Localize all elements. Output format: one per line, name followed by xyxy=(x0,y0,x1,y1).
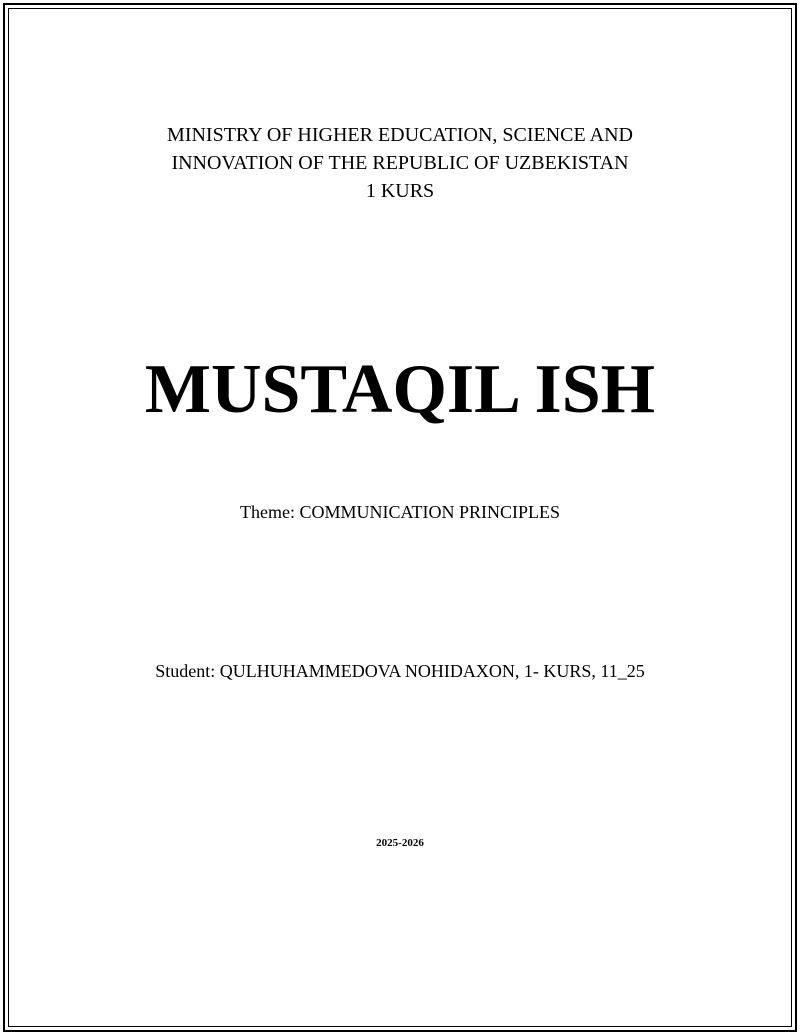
ministry-header xyxy=(0,121,800,205)
student-line: Student: QULHUHAMMEDOVA NOHIDAXON, 1- KURS, 11_25 xyxy=(155,661,645,681)
theme-line: Theme: COMMUNICATION PRINCIPLES xyxy=(239,502,560,522)
course-label: 1 KURS xyxy=(365,180,435,202)
academic-year: 2025-2026 xyxy=(376,837,424,849)
ministry-line-1: MINISTRY OF HIGHER EDUCATION, SCIENCE AND xyxy=(167,124,633,146)
ministry-line-2: INNOVATION OF THE REPUBLIC OF UZBEKISTAN xyxy=(171,152,629,174)
document-title: MUSTAQIL ISH xyxy=(144,351,656,428)
